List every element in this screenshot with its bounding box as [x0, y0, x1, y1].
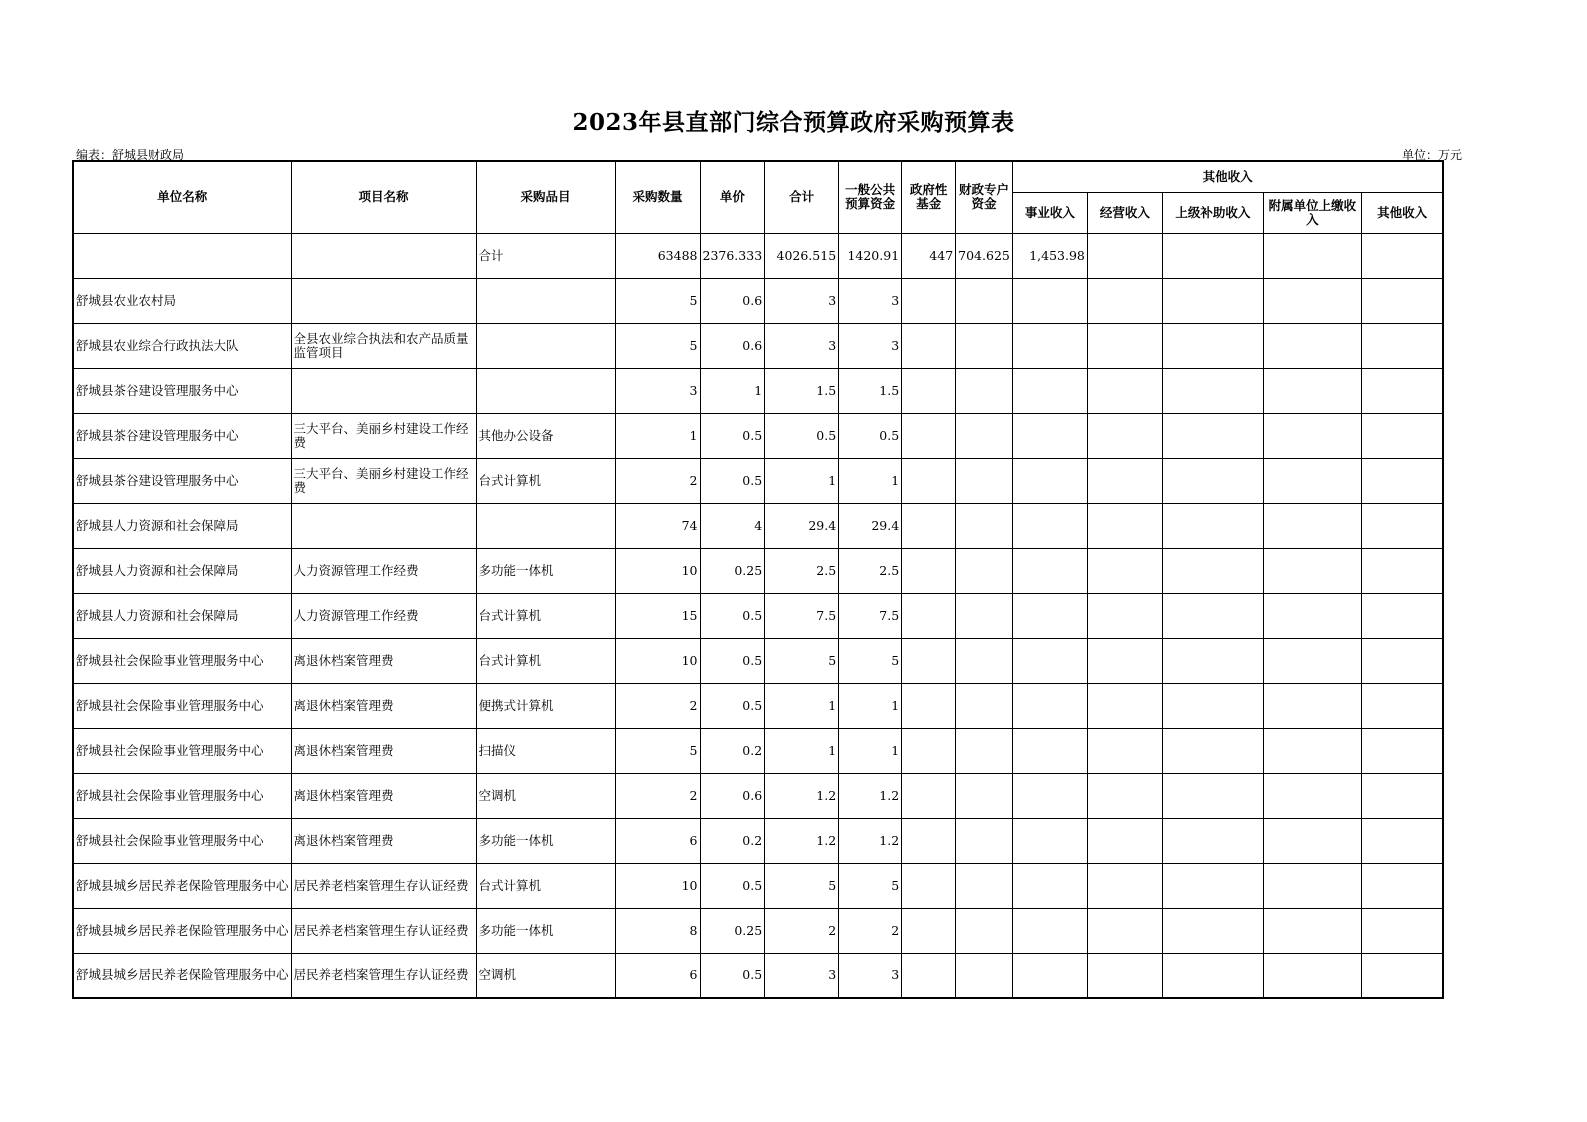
cell-gov-fund — [902, 458, 956, 503]
cell-unit-price: 4 — [700, 503, 765, 548]
cell-business-income — [1012, 953, 1087, 998]
cell-superior-subsidy — [1162, 773, 1263, 818]
cell-unit-name: 舒城县社会保险事业管理服务中心 — [73, 683, 291, 728]
cell-gov-fund — [902, 593, 956, 638]
cell-unit-name: 舒城县城乡居民养老保险管理服务中心 — [73, 908, 291, 953]
header-business-income: 事业收入 — [1012, 192, 1087, 233]
cell-special-fund: 704.625 — [956, 233, 1013, 278]
cell-other-income — [1361, 233, 1443, 278]
cell-general-budget: 5 — [839, 638, 902, 683]
cell-unit-name: 舒城县茶谷建设管理服务中心 — [73, 413, 291, 458]
cell-business-income — [1012, 503, 1087, 548]
cell-superior-subsidy — [1162, 548, 1263, 593]
cell-category: 多功能一体机 — [476, 908, 615, 953]
cell-special-fund — [956, 818, 1013, 863]
cell-project-name: 居民养老档案管理生存认证经费 — [291, 908, 476, 953]
cell-total: 1.5 — [765, 368, 839, 413]
cell-gov-fund — [902, 413, 956, 458]
cell-other-income — [1361, 773, 1443, 818]
cell-unit-price: 0.25 — [700, 908, 765, 953]
cell-affiliated-income — [1263, 683, 1361, 728]
cell-superior-subsidy — [1162, 503, 1263, 548]
table-row — [73, 323, 1443, 368]
cell-operating-income — [1087, 908, 1162, 953]
cell-project-name: 离退休档案管理费 — [291, 638, 476, 683]
cell-other-income — [1361, 278, 1443, 323]
cell-gov-fund — [902, 683, 956, 728]
cell-other-income — [1361, 593, 1443, 638]
cell-business-income — [1012, 548, 1087, 593]
cell-unit-price: 0.5 — [700, 458, 765, 503]
cell-unit-name: 舒城县农业综合行政执法大队 — [73, 323, 291, 368]
cell-project-name — [291, 233, 476, 278]
cell-business-income — [1012, 863, 1087, 908]
cell-superior-subsidy — [1162, 908, 1263, 953]
cell-project-name: 三大平台、美丽乡村建设工作经费 — [291, 458, 476, 503]
table-row — [73, 413, 1443, 458]
header-other-income-group: 其他收入 — [1012, 161, 1443, 192]
cell-business-income — [1012, 323, 1087, 368]
cell-unit-price: 0.2 — [700, 728, 765, 773]
header-gov-fund: 政府性基金 — [902, 161, 956, 233]
cell-other-income — [1361, 683, 1443, 728]
cell-unit-price: 0.2 — [700, 818, 765, 863]
cell-total: 2 — [765, 908, 839, 953]
cell-business-income — [1012, 593, 1087, 638]
cell-project-name — [291, 368, 476, 413]
header-affiliated-income: 附属单位上缴收入 — [1263, 192, 1361, 233]
cell-quantity: 2 — [615, 683, 700, 728]
cell-unit-name: 舒城县城乡居民养老保险管理服务中心 — [73, 953, 291, 998]
cell-unit-name: 舒城县人力资源和社会保障局 — [73, 503, 291, 548]
cell-other-income — [1361, 323, 1443, 368]
cell-project-name — [291, 503, 476, 548]
cell-total: 3 — [765, 323, 839, 368]
cell-quantity: 10 — [615, 863, 700, 908]
cell-quantity: 10 — [615, 548, 700, 593]
cell-quantity: 1 — [615, 413, 700, 458]
cell-business-income — [1012, 773, 1087, 818]
cell-operating-income — [1087, 413, 1162, 458]
cell-quantity: 8 — [615, 908, 700, 953]
cell-unit-name: 舒城县社会保险事业管理服务中心 — [73, 773, 291, 818]
cell-general-budget: 29.4 — [839, 503, 902, 548]
cell-operating-income — [1087, 953, 1162, 998]
cell-special-fund — [956, 548, 1013, 593]
cell-affiliated-income — [1263, 818, 1361, 863]
header-total: 合计 — [765, 161, 839, 233]
cell-special-fund — [956, 593, 1013, 638]
cell-gov-fund — [902, 368, 956, 413]
table-row — [73, 368, 1443, 413]
cell-special-fund — [956, 368, 1013, 413]
cell-affiliated-income — [1263, 458, 1361, 503]
cell-business-income — [1012, 908, 1087, 953]
cell-unit-name: 舒城县城乡居民养老保险管理服务中心 — [73, 863, 291, 908]
cell-total: 2.5 — [765, 548, 839, 593]
cell-total: 1 — [765, 728, 839, 773]
cell-special-fund — [956, 863, 1013, 908]
cell-superior-subsidy — [1162, 233, 1263, 278]
cell-affiliated-income — [1263, 773, 1361, 818]
cell-business-income — [1012, 728, 1087, 773]
cell-quantity: 3 — [615, 368, 700, 413]
cell-unit-name: 舒城县社会保险事业管理服务中心 — [73, 638, 291, 683]
cell-superior-subsidy — [1162, 458, 1263, 503]
cell-superior-subsidy — [1162, 323, 1263, 368]
cell-category: 台式计算机 — [476, 638, 615, 683]
unit-label: 单位：万元 — [1401, 148, 1462, 162]
cell-business-income — [1012, 278, 1087, 323]
cell-business-income — [1012, 818, 1087, 863]
cell-total: 1.2 — [765, 818, 839, 863]
cell-operating-income — [1087, 278, 1162, 323]
header-project-name: 项目名称 — [291, 161, 476, 233]
procurement-budget-table — [72, 160, 1444, 999]
table-row — [73, 278, 1443, 323]
cell-general-budget: 0.5 — [839, 413, 902, 458]
cell-quantity: 63488 — [615, 233, 700, 278]
cell-total: 1 — [765, 458, 839, 503]
cell-special-fund — [956, 953, 1013, 998]
cell-category: 台式计算机 — [476, 458, 615, 503]
cell-other-income — [1361, 908, 1443, 953]
cell-total: 4026.515 — [765, 233, 839, 278]
cell-quantity: 2 — [615, 458, 700, 503]
cell-other-income — [1361, 413, 1443, 458]
table-row — [73, 683, 1443, 728]
cell-superior-subsidy — [1162, 278, 1263, 323]
cell-special-fund — [956, 458, 1013, 503]
cell-general-budget: 1 — [839, 728, 902, 773]
cell-category: 多功能一体机 — [476, 548, 615, 593]
cell-unit-name: 舒城县社会保险事业管理服务中心 — [73, 818, 291, 863]
cell-superior-subsidy — [1162, 368, 1263, 413]
cell-superior-subsidy — [1162, 413, 1263, 458]
table-body — [73, 233, 1443, 998]
cell-other-income — [1361, 863, 1443, 908]
cell-category: 台式计算机 — [476, 593, 615, 638]
cell-operating-income — [1087, 683, 1162, 728]
cell-gov-fund — [902, 908, 956, 953]
header-other-income: 其他收入 — [1361, 192, 1443, 233]
cell-gov-fund — [902, 548, 956, 593]
cell-quantity: 2 — [615, 773, 700, 818]
table-row — [73, 548, 1443, 593]
cell-unit-price: 0.25 — [700, 548, 765, 593]
cell-project-name: 居民养老档案管理生存认证经费 — [291, 953, 476, 998]
cell-unit-price: 0.5 — [700, 953, 765, 998]
cell-quantity: 10 — [615, 638, 700, 683]
cell-category — [476, 503, 615, 548]
cell-quantity: 6 — [615, 818, 700, 863]
cell-other-income — [1361, 368, 1443, 413]
cell-business-income — [1012, 638, 1087, 683]
cell-affiliated-income — [1263, 728, 1361, 773]
cell-general-budget: 1 — [839, 683, 902, 728]
page-title: 2023年县直部门综合预算政府采购预算表 — [572, 109, 1015, 136]
header-superior-subsidy: 上级补助收入 — [1162, 192, 1263, 233]
cell-general-budget: 1420.91 — [839, 233, 902, 278]
cell-project-name — [291, 278, 476, 323]
cell-general-budget: 2.5 — [839, 548, 902, 593]
cell-affiliated-income — [1263, 908, 1361, 953]
header-category: 采购品目 — [476, 161, 615, 233]
cell-category: 合计 — [476, 233, 615, 278]
cell-quantity: 5 — [615, 728, 700, 773]
cell-project-name: 离退休档案管理费 — [291, 818, 476, 863]
cell-category: 台式计算机 — [476, 863, 615, 908]
cell-quantity: 6 — [615, 953, 700, 998]
table-row — [73, 773, 1443, 818]
cell-business-income — [1012, 413, 1087, 458]
cell-unit-price: 0.6 — [700, 278, 765, 323]
cell-special-fund — [956, 773, 1013, 818]
cell-category — [476, 368, 615, 413]
cell-business-income: 1,453.98 — [1012, 233, 1087, 278]
cell-operating-income — [1087, 503, 1162, 548]
cell-affiliated-income — [1263, 368, 1361, 413]
cell-business-income — [1012, 458, 1087, 503]
cell-superior-subsidy — [1162, 593, 1263, 638]
cell-operating-income — [1087, 233, 1162, 278]
cell-unit-name: 舒城县社会保险事业管理服务中心 — [73, 728, 291, 773]
cell-project-name: 人力资源管理工作经费 — [291, 548, 476, 593]
cell-special-fund — [956, 638, 1013, 683]
cell-total: 7.5 — [765, 593, 839, 638]
cell-special-fund — [956, 728, 1013, 773]
cell-operating-income — [1087, 548, 1162, 593]
cell-superior-subsidy — [1162, 638, 1263, 683]
cell-affiliated-income — [1263, 863, 1361, 908]
cell-general-budget: 1.2 — [839, 773, 902, 818]
cell-affiliated-income — [1263, 233, 1361, 278]
cell-other-income — [1361, 953, 1443, 998]
cell-other-income — [1361, 503, 1443, 548]
cell-affiliated-income — [1263, 503, 1361, 548]
cell-gov-fund: 447 — [902, 233, 956, 278]
cell-affiliated-income — [1263, 638, 1361, 683]
cell-quantity: 5 — [615, 278, 700, 323]
cell-special-fund — [956, 278, 1013, 323]
cell-project-name: 离退休档案管理费 — [291, 728, 476, 773]
table-row — [73, 953, 1443, 998]
cell-special-fund — [956, 908, 1013, 953]
cell-general-budget: 7.5 — [839, 593, 902, 638]
cell-category: 空调机 — [476, 773, 615, 818]
cell-operating-income — [1087, 773, 1162, 818]
cell-unit-name: 舒城县人力资源和社会保障局 — [73, 548, 291, 593]
cell-affiliated-income — [1263, 593, 1361, 638]
cell-special-fund — [956, 323, 1013, 368]
cell-operating-income — [1087, 863, 1162, 908]
cell-general-budget: 3 — [839, 278, 902, 323]
cell-category: 多功能一体机 — [476, 818, 615, 863]
cell-general-budget: 5 — [839, 863, 902, 908]
cell-operating-income — [1087, 593, 1162, 638]
cell-operating-income — [1087, 638, 1162, 683]
cell-operating-income — [1087, 368, 1162, 413]
cell-total: 29.4 — [765, 503, 839, 548]
cell-unit-price: 0.5 — [700, 413, 765, 458]
cell-category: 空调机 — [476, 953, 615, 998]
cell-affiliated-income — [1263, 278, 1361, 323]
cell-project-name: 居民养老档案管理生存认证经费 — [291, 863, 476, 908]
cell-unit-name: 舒城县农业农村局 — [73, 278, 291, 323]
cell-project-name: 全县农业综合执法和农产品质量监管项目 — [291, 323, 476, 368]
cell-total: 5 — [765, 863, 839, 908]
cell-unit-price: 0.5 — [700, 863, 765, 908]
cell-business-income — [1012, 683, 1087, 728]
cell-gov-fund — [902, 278, 956, 323]
cell-unit-price: 0.6 — [700, 773, 765, 818]
cell-unit-price: 0.5 — [700, 593, 765, 638]
cell-project-name: 离退休档案管理费 — [291, 773, 476, 818]
cell-general-budget: 1.2 — [839, 818, 902, 863]
cell-operating-income — [1087, 323, 1162, 368]
cell-affiliated-income — [1263, 548, 1361, 593]
cell-total: 1.2 — [765, 773, 839, 818]
cell-general-budget: 3 — [839, 953, 902, 998]
cell-unit-price: 0.6 — [700, 323, 765, 368]
cell-unit-price: 2376.333 — [700, 233, 765, 278]
cell-special-fund — [956, 683, 1013, 728]
cell-gov-fund — [902, 818, 956, 863]
table-row — [73, 728, 1443, 773]
cell-quantity: 15 — [615, 593, 700, 638]
cell-unit-price: 0.5 — [700, 638, 765, 683]
cell-category — [476, 323, 615, 368]
table-row — [73, 593, 1443, 638]
cell-unit-name — [73, 233, 291, 278]
cell-unit-name: 舒城县人力资源和社会保障局 — [73, 593, 291, 638]
header-special-fund: 财政专户资金 — [956, 161, 1013, 233]
cell-general-budget: 1 — [839, 458, 902, 503]
cell-gov-fund — [902, 773, 956, 818]
cell-unit-name: 舒城县茶谷建设管理服务中心 — [73, 368, 291, 413]
cell-affiliated-income — [1263, 413, 1361, 458]
cell-gov-fund — [902, 728, 956, 773]
header-unit-name: 单位名称 — [73, 161, 291, 233]
cell-affiliated-income — [1263, 953, 1361, 998]
header-general-budget: 一般公共预算资金 — [839, 161, 902, 233]
cell-operating-income — [1087, 458, 1162, 503]
table-row — [73, 908, 1443, 953]
cell-total: 1 — [765, 683, 839, 728]
header-quantity: 采购数量 — [615, 161, 700, 233]
cell-superior-subsidy — [1162, 863, 1263, 908]
cell-superior-subsidy — [1162, 818, 1263, 863]
table-row — [73, 818, 1443, 863]
cell-gov-fund — [902, 863, 956, 908]
cell-total: 3 — [765, 953, 839, 998]
table-row — [73, 638, 1443, 683]
table-row — [73, 503, 1443, 548]
header-unit-price: 单价 — [700, 161, 765, 233]
cell-gov-fund — [902, 953, 956, 998]
cell-business-income — [1012, 368, 1087, 413]
cell-gov-fund — [902, 323, 956, 368]
cell-category: 扫描仪 — [476, 728, 615, 773]
compiler-label: 编表：舒城县财政局 — [76, 148, 185, 162]
cell-general-budget: 3 — [839, 323, 902, 368]
cell-operating-income — [1087, 728, 1162, 773]
cell-other-income — [1361, 548, 1443, 593]
cell-total: 0.5 — [765, 413, 839, 458]
cell-other-income — [1361, 728, 1443, 773]
cell-operating-income — [1087, 818, 1162, 863]
cell-unit-name: 舒城县茶谷建设管理服务中心 — [73, 458, 291, 503]
cell-project-name: 三大平台、美丽乡村建设工作经费 — [291, 413, 476, 458]
cell-affiliated-income — [1263, 323, 1361, 368]
cell-unit-price: 0.5 — [700, 683, 765, 728]
cell-unit-price: 1 — [700, 368, 765, 413]
cell-superior-subsidy — [1162, 728, 1263, 773]
cell-superior-subsidy — [1162, 683, 1263, 728]
cell-superior-subsidy — [1162, 953, 1263, 998]
cell-general-budget: 2 — [839, 908, 902, 953]
table-row — [73, 233, 1443, 278]
header-operating-income: 经营收入 — [1087, 192, 1162, 233]
cell-quantity: 5 — [615, 323, 700, 368]
table-row — [73, 863, 1443, 908]
cell-total: 3 — [765, 278, 839, 323]
cell-special-fund — [956, 413, 1013, 458]
cell-category: 其他办公设备 — [476, 413, 615, 458]
cell-project-name: 人力资源管理工作经费 — [291, 593, 476, 638]
cell-gov-fund — [902, 503, 956, 548]
cell-project-name: 离退休档案管理费 — [291, 683, 476, 728]
cell-gov-fund — [902, 638, 956, 683]
cell-total: 5 — [765, 638, 839, 683]
cell-other-income — [1361, 818, 1443, 863]
table-row — [73, 458, 1443, 503]
cell-category: 便携式计算机 — [476, 683, 615, 728]
cell-general-budget: 1.5 — [839, 368, 902, 413]
cell-special-fund — [956, 503, 1013, 548]
cell-category — [476, 278, 615, 323]
cell-other-income — [1361, 458, 1443, 503]
cell-quantity: 74 — [615, 503, 700, 548]
cell-other-income — [1361, 638, 1443, 683]
